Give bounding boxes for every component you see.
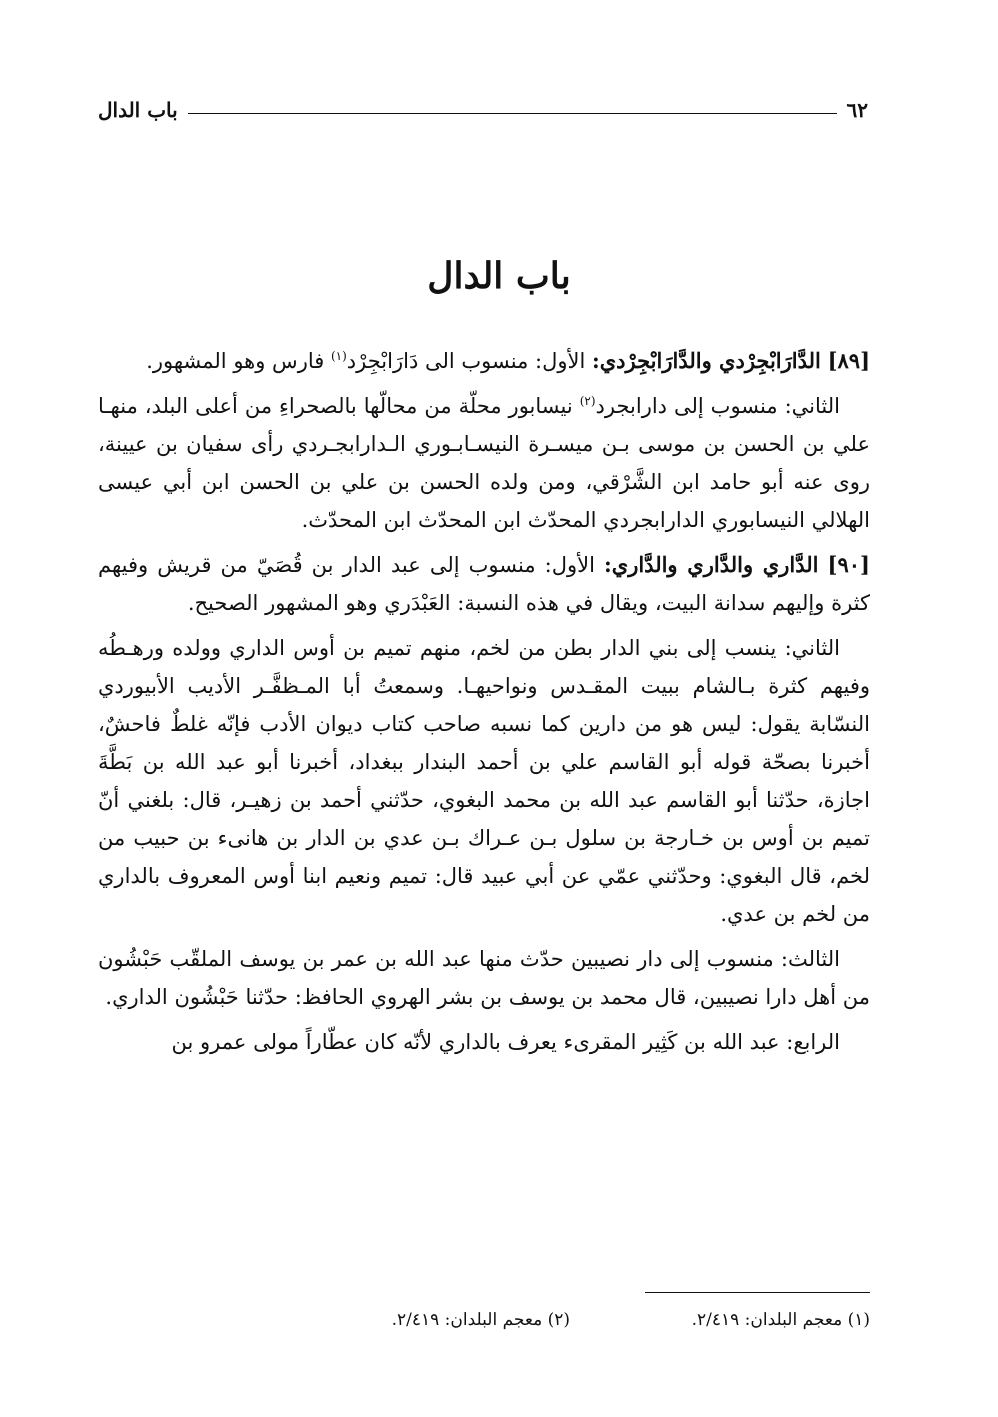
chapter-title: باب الدال bbox=[427, 255, 571, 297]
footnote-rule bbox=[645, 1292, 870, 1293]
entry-89-paragraph-1 bbox=[98, 342, 870, 380]
entry-text: الأول: منسوب الى دَارَابْجِرْد bbox=[346, 349, 586, 373]
entry-text: فارس وهو المشهور. bbox=[146, 349, 325, 373]
footnote-marker: (١) bbox=[330, 349, 347, 363]
entry-90-paragraph-4: الرابع: عبد الله بن كَثِير المقرىء يعرف بالداري لأنّه كان عطّاراً مولى عمرو بن bbox=[171, 1030, 840, 1054]
entry-90-paragraph-1 bbox=[98, 546, 870, 622]
entry-text: الثاني: منسوب إلى دارابجرد bbox=[595, 394, 840, 418]
footnote-marker: (٢) bbox=[579, 394, 596, 408]
entry-90-paragraph-3: الثالث: منسوب إلى دار نصيبين حدّث منها عبد الله بن عمر بن يوسف الملقّب حَبْشُون من أهل دارا نصيبين، قال محمد بن يوسف بن بشر الهروي الحافظ: حدّثنا حَبْشُون الداري. bbox=[98, 947, 870, 1009]
entry-heading: الدَّارَابْجِرْدي والدَّارَابْجِرْدي: bbox=[591, 348, 821, 373]
footnote-1: (١) معجم البلدان: ٢/٤١٩. bbox=[691, 1310, 870, 1330]
entry-number: [٩٠] bbox=[827, 552, 870, 577]
footnote-2: (٢) معجم البلدان: ٢/٤١٩. bbox=[391, 1310, 570, 1330]
entry-89-paragraph-2 bbox=[98, 387, 870, 539]
running-header bbox=[98, 92, 868, 128]
entry-text: الأول: منسوب إلى عبد الدار بن قُصَيّ من قريش وفيهم كثرة وإليهم سدانة البيت، ويقال في هذه النسبة: العَبْدَري وهو المشهور الصحيح. bbox=[98, 553, 870, 615]
page-number: ٦٢ bbox=[846, 98, 868, 122]
entry-90-paragraph-2: الثاني: ينسب إلى بني الدار بطن من لخم، منهم تميم بن أوس الداري وولده ورهـطُه وفيهم كثرة بـالشام ببيت المقـدس ونواحيهـا. وسمعتُ أبا المـظفَّـر الأديب الأبيوردي النسّابة يقول: ليس هو من دارين كما نسبه صاحب كتاب ديوان الأدب فإنّه غلطٌ فاحشٌ، أخبرنا بصحّة قوله أبو القاسم علي بن أحمد البندار ببغداد، أخبرنا أبو عبد الله بن بَطَّةَ اجازة، حدّثنا أبو القاسم عبد الله بن محمد البغوي، حدّثني أحمد بن زهيـر، قال: بلغني أنّ تميم بن أوس بن خـارجة بن سلول بـن عـراك بـن عدي بن الدار بن هانىء بن حبيب من لخم، قال البغوي: وحدّثني عمّي عن أبي عبيد قال: تميم ونعيم ابنا أوس المعروف بالداري من لخم بن عدي. bbox=[98, 636, 870, 926]
header-rule bbox=[188, 113, 837, 114]
running-title: باب الدال bbox=[98, 98, 178, 122]
entry-text: نيسابور محلّة من محالّها بالصحراءِ من أعلى البلد، منهـا علي بن الحسن بن موسى بـن ميسـرة النيسـابـوري الـدارابجـردي رأى سفيان بن عيينة، روى عنه أبو حامد ابن الشَّرْقي، ومن ولده الحسن بن علي بن الحسن ابن أبي عيسى الهلالي النيسابوري الدارابجردي المحدّث ابن المحدّث ابن المحدّث. bbox=[98, 394, 870, 532]
footnotes bbox=[98, 1310, 870, 1330]
body-text bbox=[98, 342, 870, 1068]
entry-heading: الدَّاري والدَّاري والدَّاري: bbox=[604, 552, 819, 577]
entry-number: [٨٩] bbox=[827, 348, 870, 373]
